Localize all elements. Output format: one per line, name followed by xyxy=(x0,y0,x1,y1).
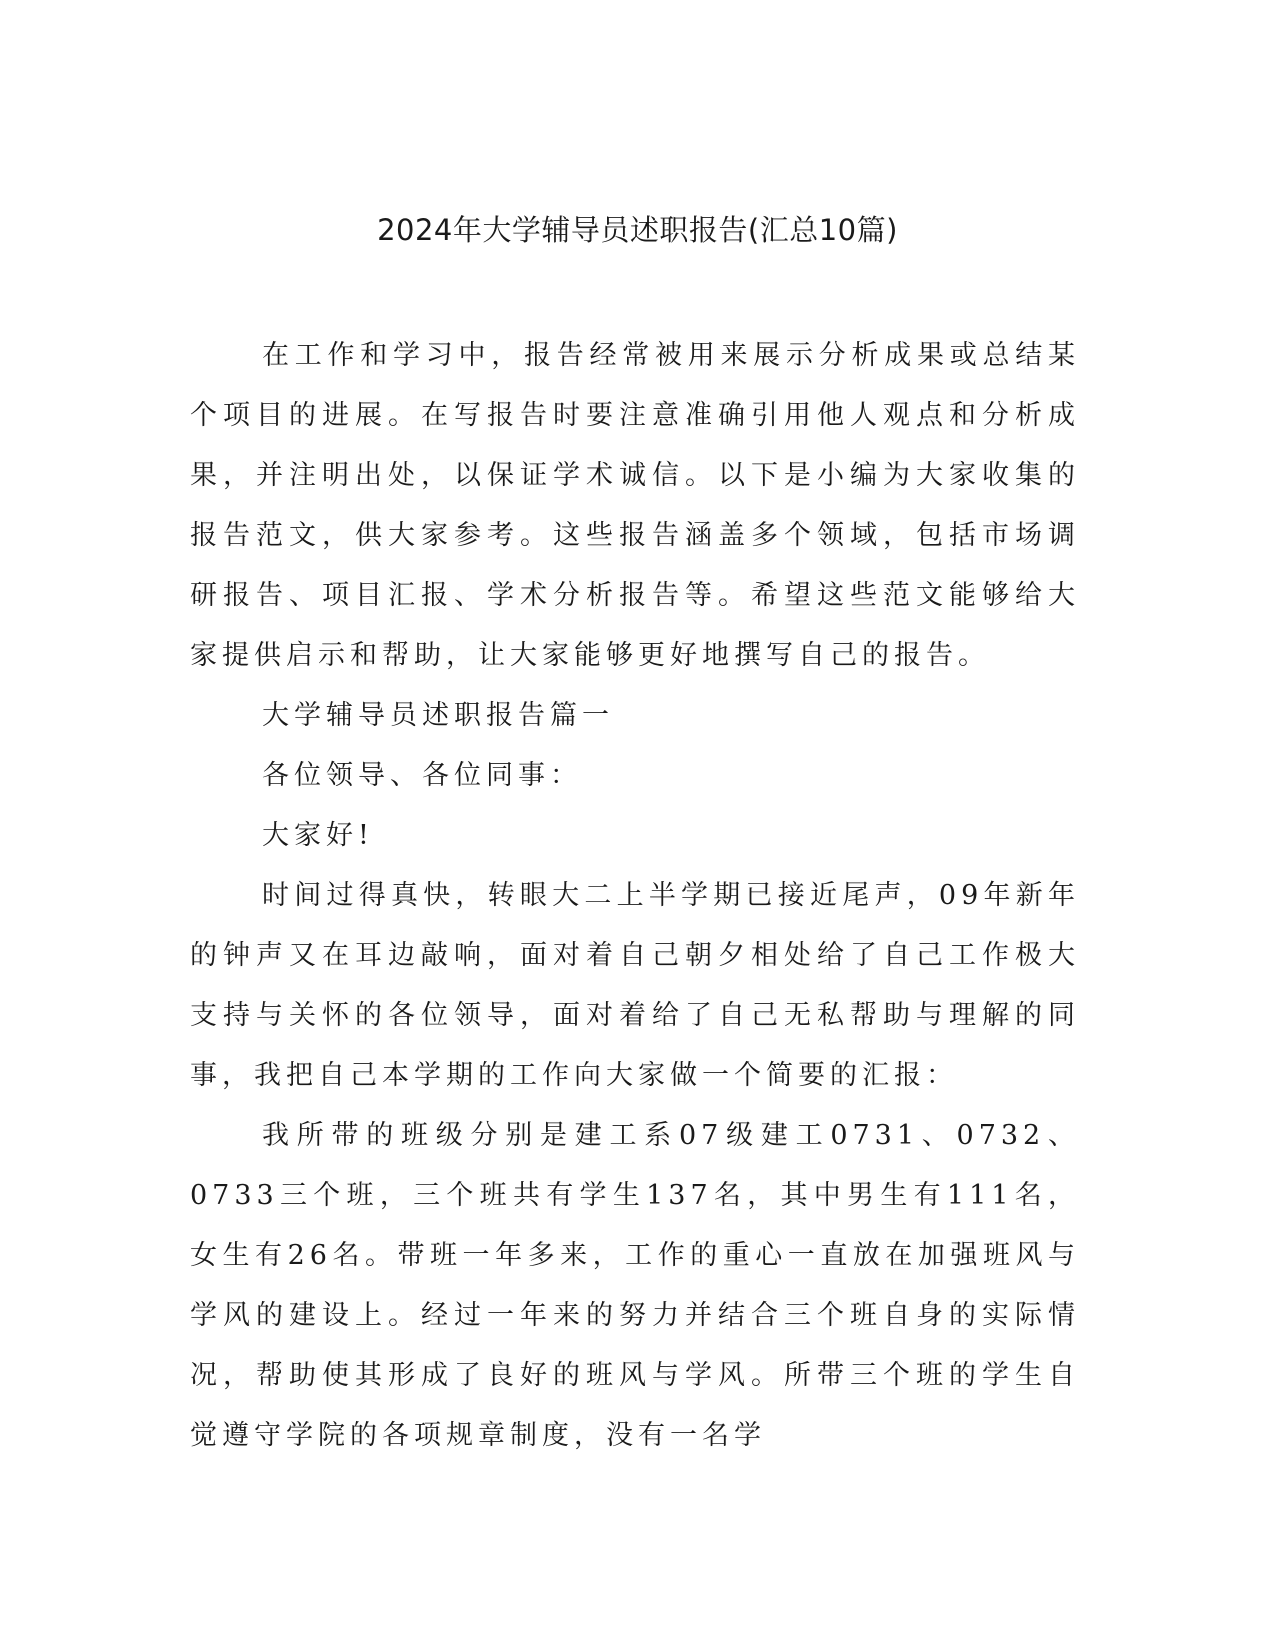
salutation: 各位领导、各位同事： xyxy=(262,760,582,791)
body-paragraph: 我所带的班级分别是建工系07级建工0731、0732、0733三个班，三个班共有学生137名，其中男生有111名，女生有26名。带班一年多来，工作的重心一直放在加强班风与学风的建设上。经过一年来的努力并结合三个班自身的实际情况，帮助使其形成了良好的班风与学风。所带三个班的学生自觉遵守学院的各项规章制度，没有一名学 xyxy=(190,1120,1080,1451)
intro-paragraph: 在工作和学习中，报告经常被用来展示分析成果或总结某个项目的进展。在写报告时要注意准确引用他人观点和分析成果，并注明出处，以保证学术诚信。以下是小编为大家收集的报告范文，供大家参考。这些报告涵盖多个领域，包括市场调研报告、项目汇报、学术分析报告等。希望这些范文能够给大家提供启示和帮助，让大家能够更好地撰写自己的报告。 xyxy=(190,340,1080,671)
greeting: 大家好! xyxy=(262,820,374,851)
document-title: 2024年大学辅导员述职报告(汇总10篇) xyxy=(377,213,898,247)
document-body xyxy=(190,326,1080,1466)
body-paragraph: 时间过得真快，转眼大二上半学期已接近尾声，09年新年的钟声又在耳边敲响，面对着自己朝夕相处给了自己工作极大支持与关怀的各位领导，面对着给了自己无私帮助与理解的同事，我把自己本学期的工作向大家做一个简要的汇报： xyxy=(190,880,1080,1091)
section-heading: 大学辅导员述职报告篇一 xyxy=(262,700,614,731)
